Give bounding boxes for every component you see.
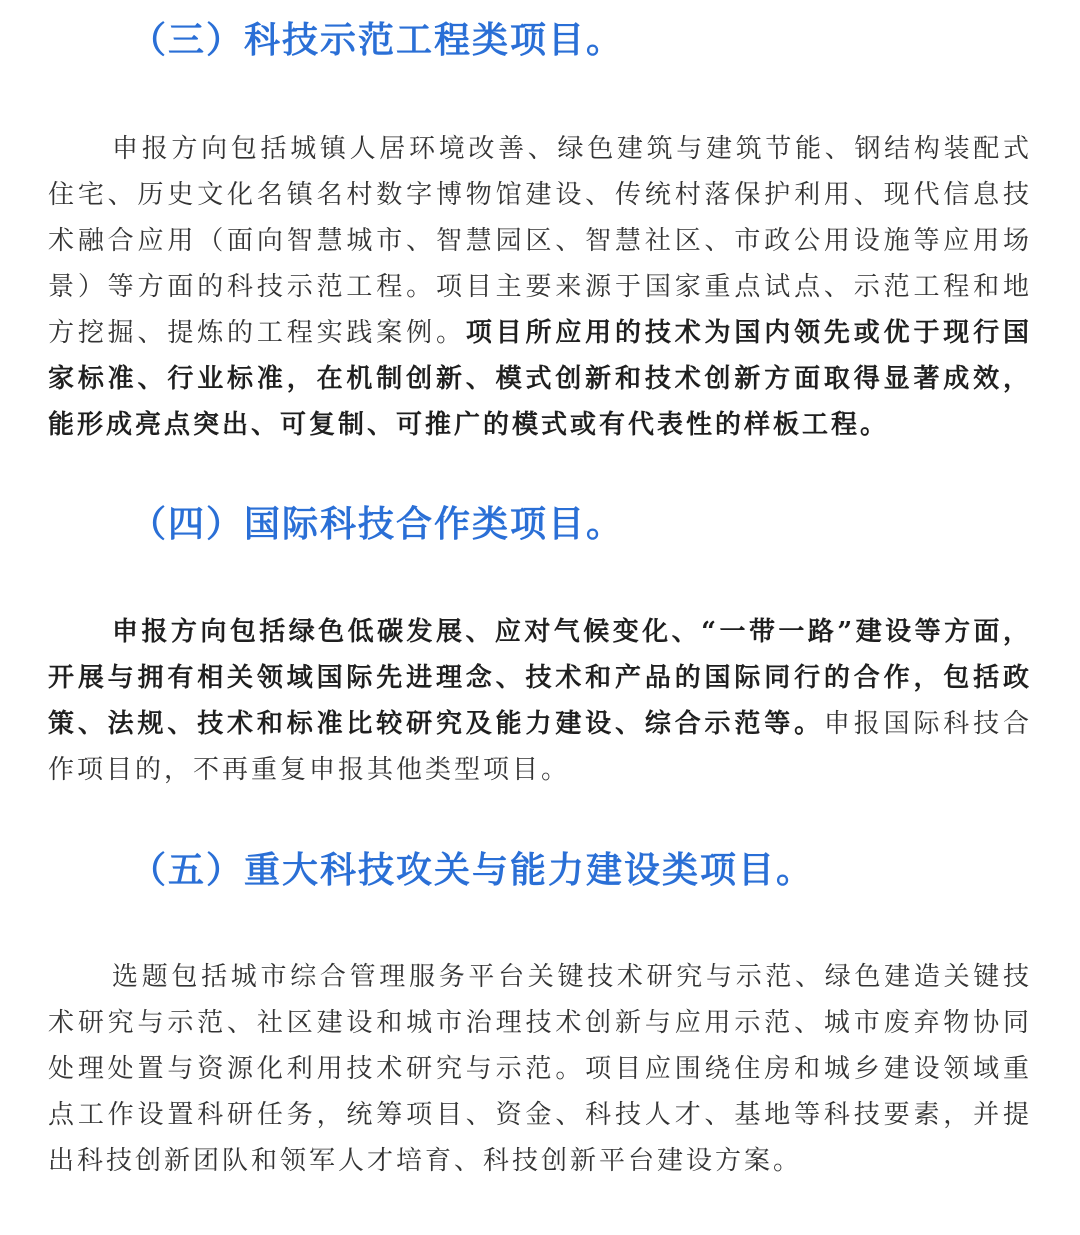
section-4-text-bold: 申报方向包括绿色低碳发展、应对气候变化、“一带一路”建设等方面，开展与拥有相关领域国际先进理念、技术和产品的国际同行的合作，包括政策、法规、技术和标准比较研究及能力建设、综合示范等。: [48, 617, 1032, 739]
section-3-paragraph: [48, 126, 1032, 448]
section-3: [0, 18, 1080, 62]
section-4: [0, 502, 1080, 546]
section-3-text-bold: 项目所应用的技术为国内领先或优于现行国家标准、行业标准，在机制创新、模式创新和技术创新方面取得显著成效，能形成亮点突出、可复制、可推广的模式或有代表性的样板工程。: [48, 318, 1032, 440]
section-4-text-regular: 申报国际科技合作项目的，不再重复申报其他类型项目。: [48, 709, 1032, 785]
section-5-heading: （五）重大科技攻关与能力建设类项目。: [130, 849, 815, 891]
section-3-text-regular: 申报方向包括城镇人居环境改善、绿色建筑与建筑节能、钢结构装配式住宅、历史文化名镇名村数字博物馆建设、传统村落保护利用、现代信息技术融合应用（面向智慧城市、智慧园区、智慧社区、市政公用设施等应用场景）等方面的科技示范工程。项目主要来源于国家重点试点、示范工程和地方挖掘、提炼的工程实践案例。: [48, 134, 1032, 348]
section-5-text-regular: 选题包括城市综合管理服务平台关键技术研究与示范、绿色建造关键技术研究与示范、社区建设和城市治理技术创新与应用示范、城市废弃物协同处理处置与资源化利用技术研究与示范。项目应围绕住房和城乡建设领域重点工作设置科研任务，统筹项目、资金、科技人才、基地等科技要素，并提出科技创新团队和领军人才培育、科技创新平台建设方案。: [48, 962, 1032, 1176]
section-4-heading: （四）国际科技合作类项目。: [130, 503, 625, 545]
section-5: [0, 848, 1080, 892]
section-3-heading: （三）科技示范工程类项目。: [130, 19, 625, 61]
section-4-paragraph: [48, 609, 1032, 793]
section-5-paragraph: [48, 954, 1032, 1184]
